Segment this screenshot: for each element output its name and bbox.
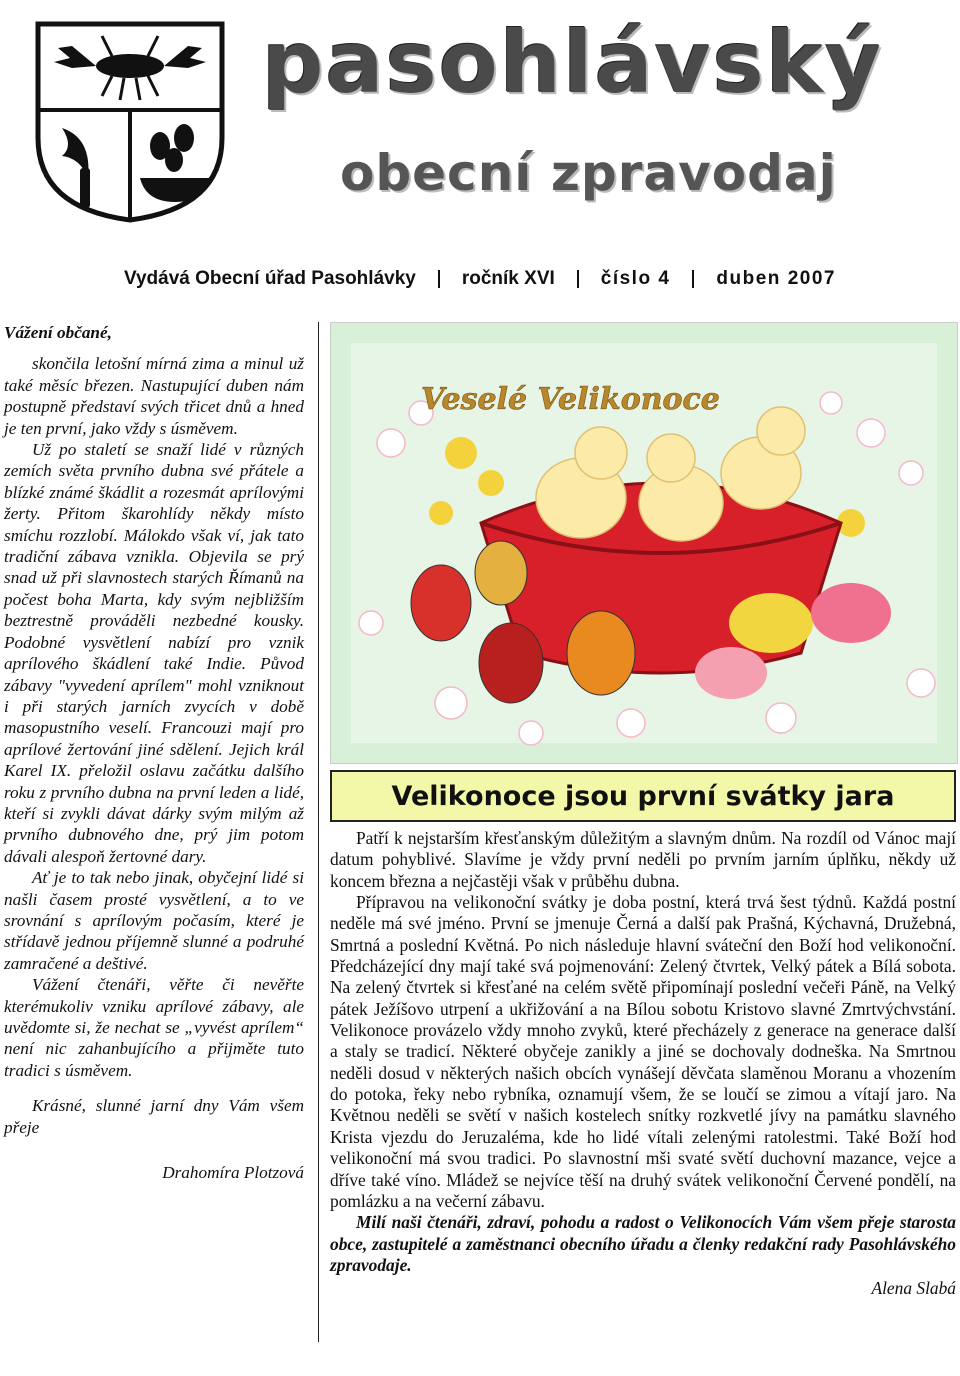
letter-closing: Krásné, slunné jarní dny Vám všem přeje	[4, 1096, 304, 1137]
easter-article	[330, 828, 956, 1300]
article-wish: Milí naši čtenáři, zdraví, pohodu a radost o Velikonocích Vám všem přeje starosta obce, zastupitelé a zaměstnanci obecního úřadu a členky redakční rady Pasohlávského zpravodaje.	[330, 1212, 956, 1275]
coat-of-arms-emblem	[32, 18, 228, 224]
masthead-subtitle: obecní zpravodaj	[340, 144, 837, 202]
separator	[577, 270, 579, 288]
separator	[692, 270, 694, 288]
masthead-title: pasohlávský	[262, 13, 884, 113]
letter-signature: Drahomíra Plotzová	[162, 1163, 304, 1183]
issue-number: číslo 4	[600, 268, 671, 289]
article-signature: Alena Slabá	[871, 1278, 956, 1299]
publisher: Vydává Obecní úřad Pasohlávky	[124, 268, 416, 289]
photo-caption: Veselé Velikonoce	[421, 382, 720, 417]
letter-paragraph: Ať je to tak nebo jinak, obyčejní lidé si našli časem prosté vysvětlení, a to ve srovnání s aprílovým počasím, které je střídavě jednou příjemně slunné a podruhé zamračené a deštivé.	[4, 868, 304, 973]
editorial-letter	[4, 322, 304, 1183]
article-paragraph: Přípravou na velikonoční svátky je doba postní, která trvá šest týdnů. Každá postní neděle má své jméno. První se jmenuje Černá a další pak Prašná, Kýchavná, Družebná, Smrtná a poslední Květná. Po nich následuje hlavní sváteční den Boží hod velikonoční. Předcházející dny mají také svá pojmenování: Zelený čtvrtek, Velký pátek a Bílá sobota. Na zelený čtvrtek si křesťané na celém světě připomínají poslední večeři Páně, na Velký pátek Ježíšovo utrpení a ukřižování a na Bílou sobotu Kristovo slavné Zmrtvýchvstání. Velikonoce provázelo vždy mnoho zvyků, které přecházely z generace na generace další a staly se tradicí. Některé obyčeje zanikly a jiné se dochovaly dodneška. Na Smrtnou neděli dosud v některých našich obcích vynášejí děvčata slaměnou Moranu a vhozením do potoka, řeky nebo rybníka, oznamují všem, že se loučí se zimou a vítají jaro. Na Květnou neděli se světí v našich kostelech snítky rozkvetlé jívy na památku slavného Krista vjezdu do Jeruzaléma, kde ho lidé vítali zelenými ratolestmi. Také Boží hod velikonoční má svou tradici. Po slavnostní mši svaté světí duchovní mazance, vejce a dříve také víno. Mládež se nejvíce těší na druhý svátek velikonoční Červené pondělí, na pomlázku a na večerní zábavu.	[330, 892, 956, 1211]
easter-photo	[330, 322, 958, 764]
letter-paragraph: skončila letošní mírná zima a minul už také měsíc březen. Nastupující duben nám postupně představí svých třicet dnů a hned je ten první, jako vždy s úsměvem.	[4, 354, 304, 438]
letter-paragraph: Vážení čtenáři, věřte či nevěřte kterémukoliv vzniku aprílové zábavy, ale uvědomte si, že nechat se „vyvést aprílem“ není nic zahanbujícího a přijměte tuto tradici s úsměvem.	[4, 975, 304, 1080]
letter-paragraph: Už po staletí se snaží lidé v různých zemích světa prvního dubna své přátele a blízké známé škádlit a rozesmát aprílovými žerty. Přitom škarohlídy někdy místo smíchu rozzlobí. Málokdo však ví, jak tato tradiční zábava vznikla. Objevila se prý snad už při slavnostech starých Římanů na počest boha Marta, kdy svým nejbližším beztrestně prováděli nezbedné kousky. Podobné vysvětlení nabízí pro vznik aprílového škádlení také Indie. Původ zábavy "vyvedení aprílem" mohl vzniknout i při starých jarních zvycích v době masopustního veselí. Francouzi mají pro aprílové žertování jiné sdělení. Jejich král Karel IX. přeložil oslavu začátku dalšího roku z prvního dubna na první leden a lidé, kteří si zvykli dávat dárky svým milým až prvního dubnového dne, prý jim potom dávali alespoň žertovné dary.	[4, 440, 304, 866]
article-paragraph: Patří k nejstarším křesťanským důležitým a slavným dnům. Na rozdíl od Vánoc mají datum pohyblivé. Slavíme je vždy první neděli po prvním jarním úplňku, někdy už koncem března a nejčastěji však v průběhu dubna.	[330, 828, 956, 891]
volume: ročník XVI	[461, 268, 555, 289]
issue-info-bar	[0, 262, 960, 296]
separator	[438, 270, 440, 288]
letter-salutation: Vážení občané,	[4, 323, 112, 342]
column-divider	[318, 322, 319, 1342]
issue-date: duben 2007	[716, 268, 836, 289]
article-heading: Velikonoce jsou první svátky jara	[330, 770, 956, 822]
